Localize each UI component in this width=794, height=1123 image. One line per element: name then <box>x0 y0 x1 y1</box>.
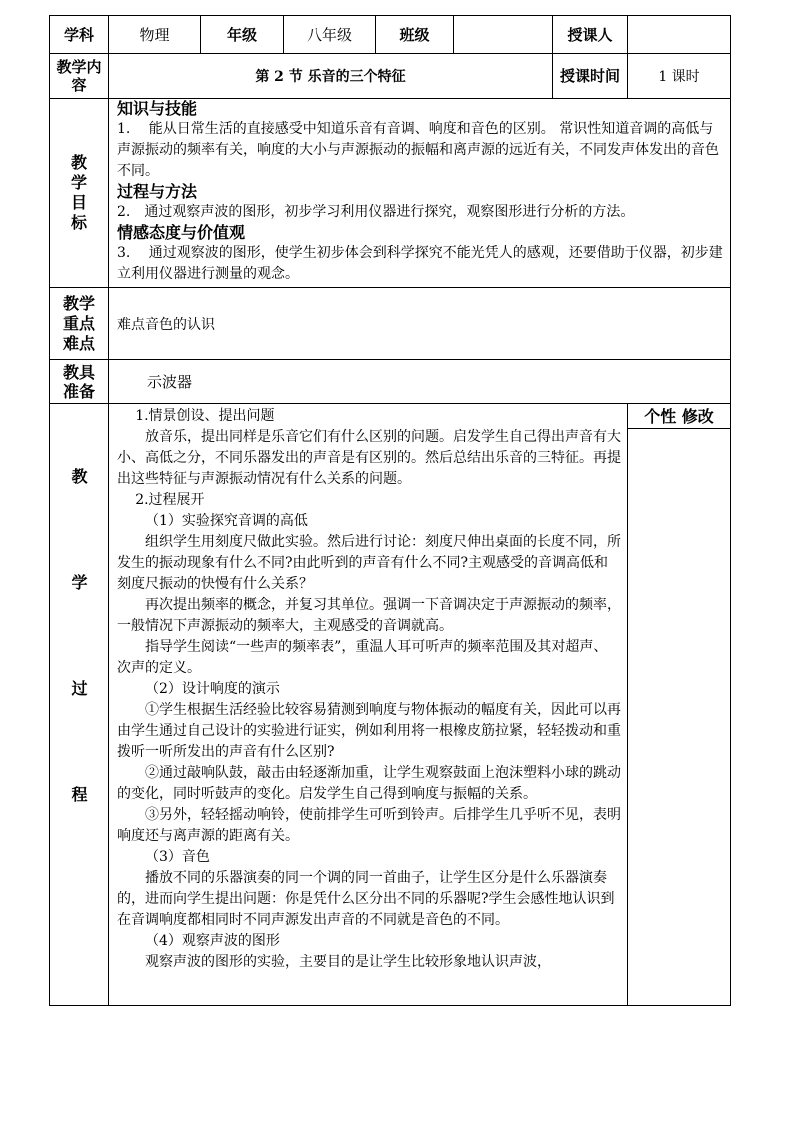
process-paragraph: 组织学生用刻度尺做此实验。然后进行讨论：刻度尺伸出桌面的长度不同，所发生的振动现象有什么不同?由此听到的声音有什么不同?主观感受的音调高低和刻度尺振动的快慢有什么关系？ <box>117 534 621 592</box>
goals-heading-method: 过程与方法 <box>117 182 198 201</box>
goals-label: 教 学 目 标 <box>50 99 109 288</box>
keypoints-label: 教学 重点 难点 <box>50 288 109 360</box>
process-paragraph: 观察声波的图形的实验，主要目的是让学生比较形象地认识声波， <box>145 954 551 970</box>
goals-heading-attitude: 情感态度与价值观 <box>117 223 246 242</box>
process-sub-3: （3）音色 <box>145 849 210 865</box>
teacher-value <box>628 16 731 54</box>
process-sub-4: （4）观察声波的图形 <box>145 933 280 949</box>
goals-content <box>109 99 731 288</box>
revise-label: 个性 修改 <box>628 404 730 429</box>
process-step-1: 1.情景创设、提出问题 <box>135 408 275 424</box>
process-sub-2: （2）设计响度的演示 <box>145 681 280 697</box>
process-paragraph: ①学生根据生活经验比较容易猜测到响度与物体振动的幅度有关，因此可以再由学生通过自己设计的实验进行证实，例如利用将一根橡皮筋拉紧，轻轻拨动和重拨听一听所发出的声音有什么区别? <box>117 702 621 760</box>
grade-label: 年级 <box>201 16 284 54</box>
subject-value: 物理 <box>109 16 201 54</box>
goals-heading-knowledge: 知识与技能 <box>117 99 198 118</box>
revise-column <box>628 404 731 1006</box>
header-row <box>50 16 731 54</box>
process-content <box>109 404 628 1006</box>
teacher-label: 授课人 <box>553 16 628 54</box>
tools-value: 示波器 <box>109 360 731 404</box>
goals-point-3: 3. 通过观察波的图形，使学生初步体会到科学探究不能光凭人的感观，还要借助于仪器，初步建立利用仪器进行测量的观念。 <box>117 245 723 282</box>
subject-label: 学科 <box>50 16 109 54</box>
process-paragraph: ②通过敲响队鼓，敲击由轻逐渐加重，让学生观察鼓面上泡沫塑料小球的跳动的变化，同时听鼓声的变化。启发学生自己得到响度与振幅的关系。 <box>117 765 621 802</box>
process-label: 教 学 过 程 <box>50 404 109 1006</box>
keypoints-value: 难点音色的认识 <box>109 288 731 360</box>
class-label: 班级 <box>376 16 454 54</box>
time-value: 1 课时 <box>628 54 731 99</box>
content-row <box>50 54 731 99</box>
content-label: 教学内容 <box>50 54 109 99</box>
tools-row <box>50 360 731 404</box>
process-sub-1: （1）实验探究音调的高低 <box>145 513 308 529</box>
goals-point-2: 2. 通过观察声波的图形，初步学习利用仪器进行探究，观察图形进行分析的方法。 <box>117 204 635 220</box>
time-label: 授课时间 <box>553 54 628 99</box>
goals-row <box>50 99 731 288</box>
lesson-plan-table <box>49 15 731 1006</box>
lesson-title: 第 2 节 乐音的三个特征 <box>109 54 553 99</box>
process-step-2: 2.过程展开 <box>135 492 205 508</box>
tools-label: 教具 准备 <box>50 360 109 404</box>
process-row <box>50 404 731 1006</box>
class-value <box>454 16 553 54</box>
keypoints-row <box>50 288 731 360</box>
process-paragraph: 放音乐，提出同样是乐音它们有什么区别的问题。启发学生自己得出声音有大小、高低之分，不同乐器发出的声音是有区别的。然后总结出乐音的三特征。再提出这些特征与声源振动情况有什么关系的问题。 <box>117 429 621 487</box>
process-paragraph: 播放不同的乐器演奏的同一个调的同一首曲子，让学生区分是什么乐器演奏的，进而向学生提出问题：你是凭什么区分出不同的乐器呢?学生会感性地认识到在音调响度都相同时不同声源发出声音的不同就是音色的不同。 <box>117 870 615 928</box>
process-paragraph: 再次提出频率的概念，并复习其单位。强调一下音调决定于声源振动的频率，一般情况下声源振动的频率大，主观感受的音调就高。 <box>117 597 621 634</box>
process-paragraph: 指导学生阅读“一些声的频率表”，重温人耳可听声的频率范围及其对超声、次声的定义。 <box>117 639 608 676</box>
goals-point-1: 1. 能从日常生活的直接感受中知道乐音有音调、响度和音色的区别。 常识性知道音调的高低与声源振动的频率有关，响度的大小与声源振动的振幅和离声源的远近有关，不同发声体发出的音色不同。 <box>117 121 719 179</box>
grade-value: 八年级 <box>284 16 376 54</box>
process-paragraph: ③另外，轻轻摇动响铃，使前排学生可听到铃声。后排学生几乎听不见，表明响度还与离声源的距离有关。 <box>117 807 621 844</box>
